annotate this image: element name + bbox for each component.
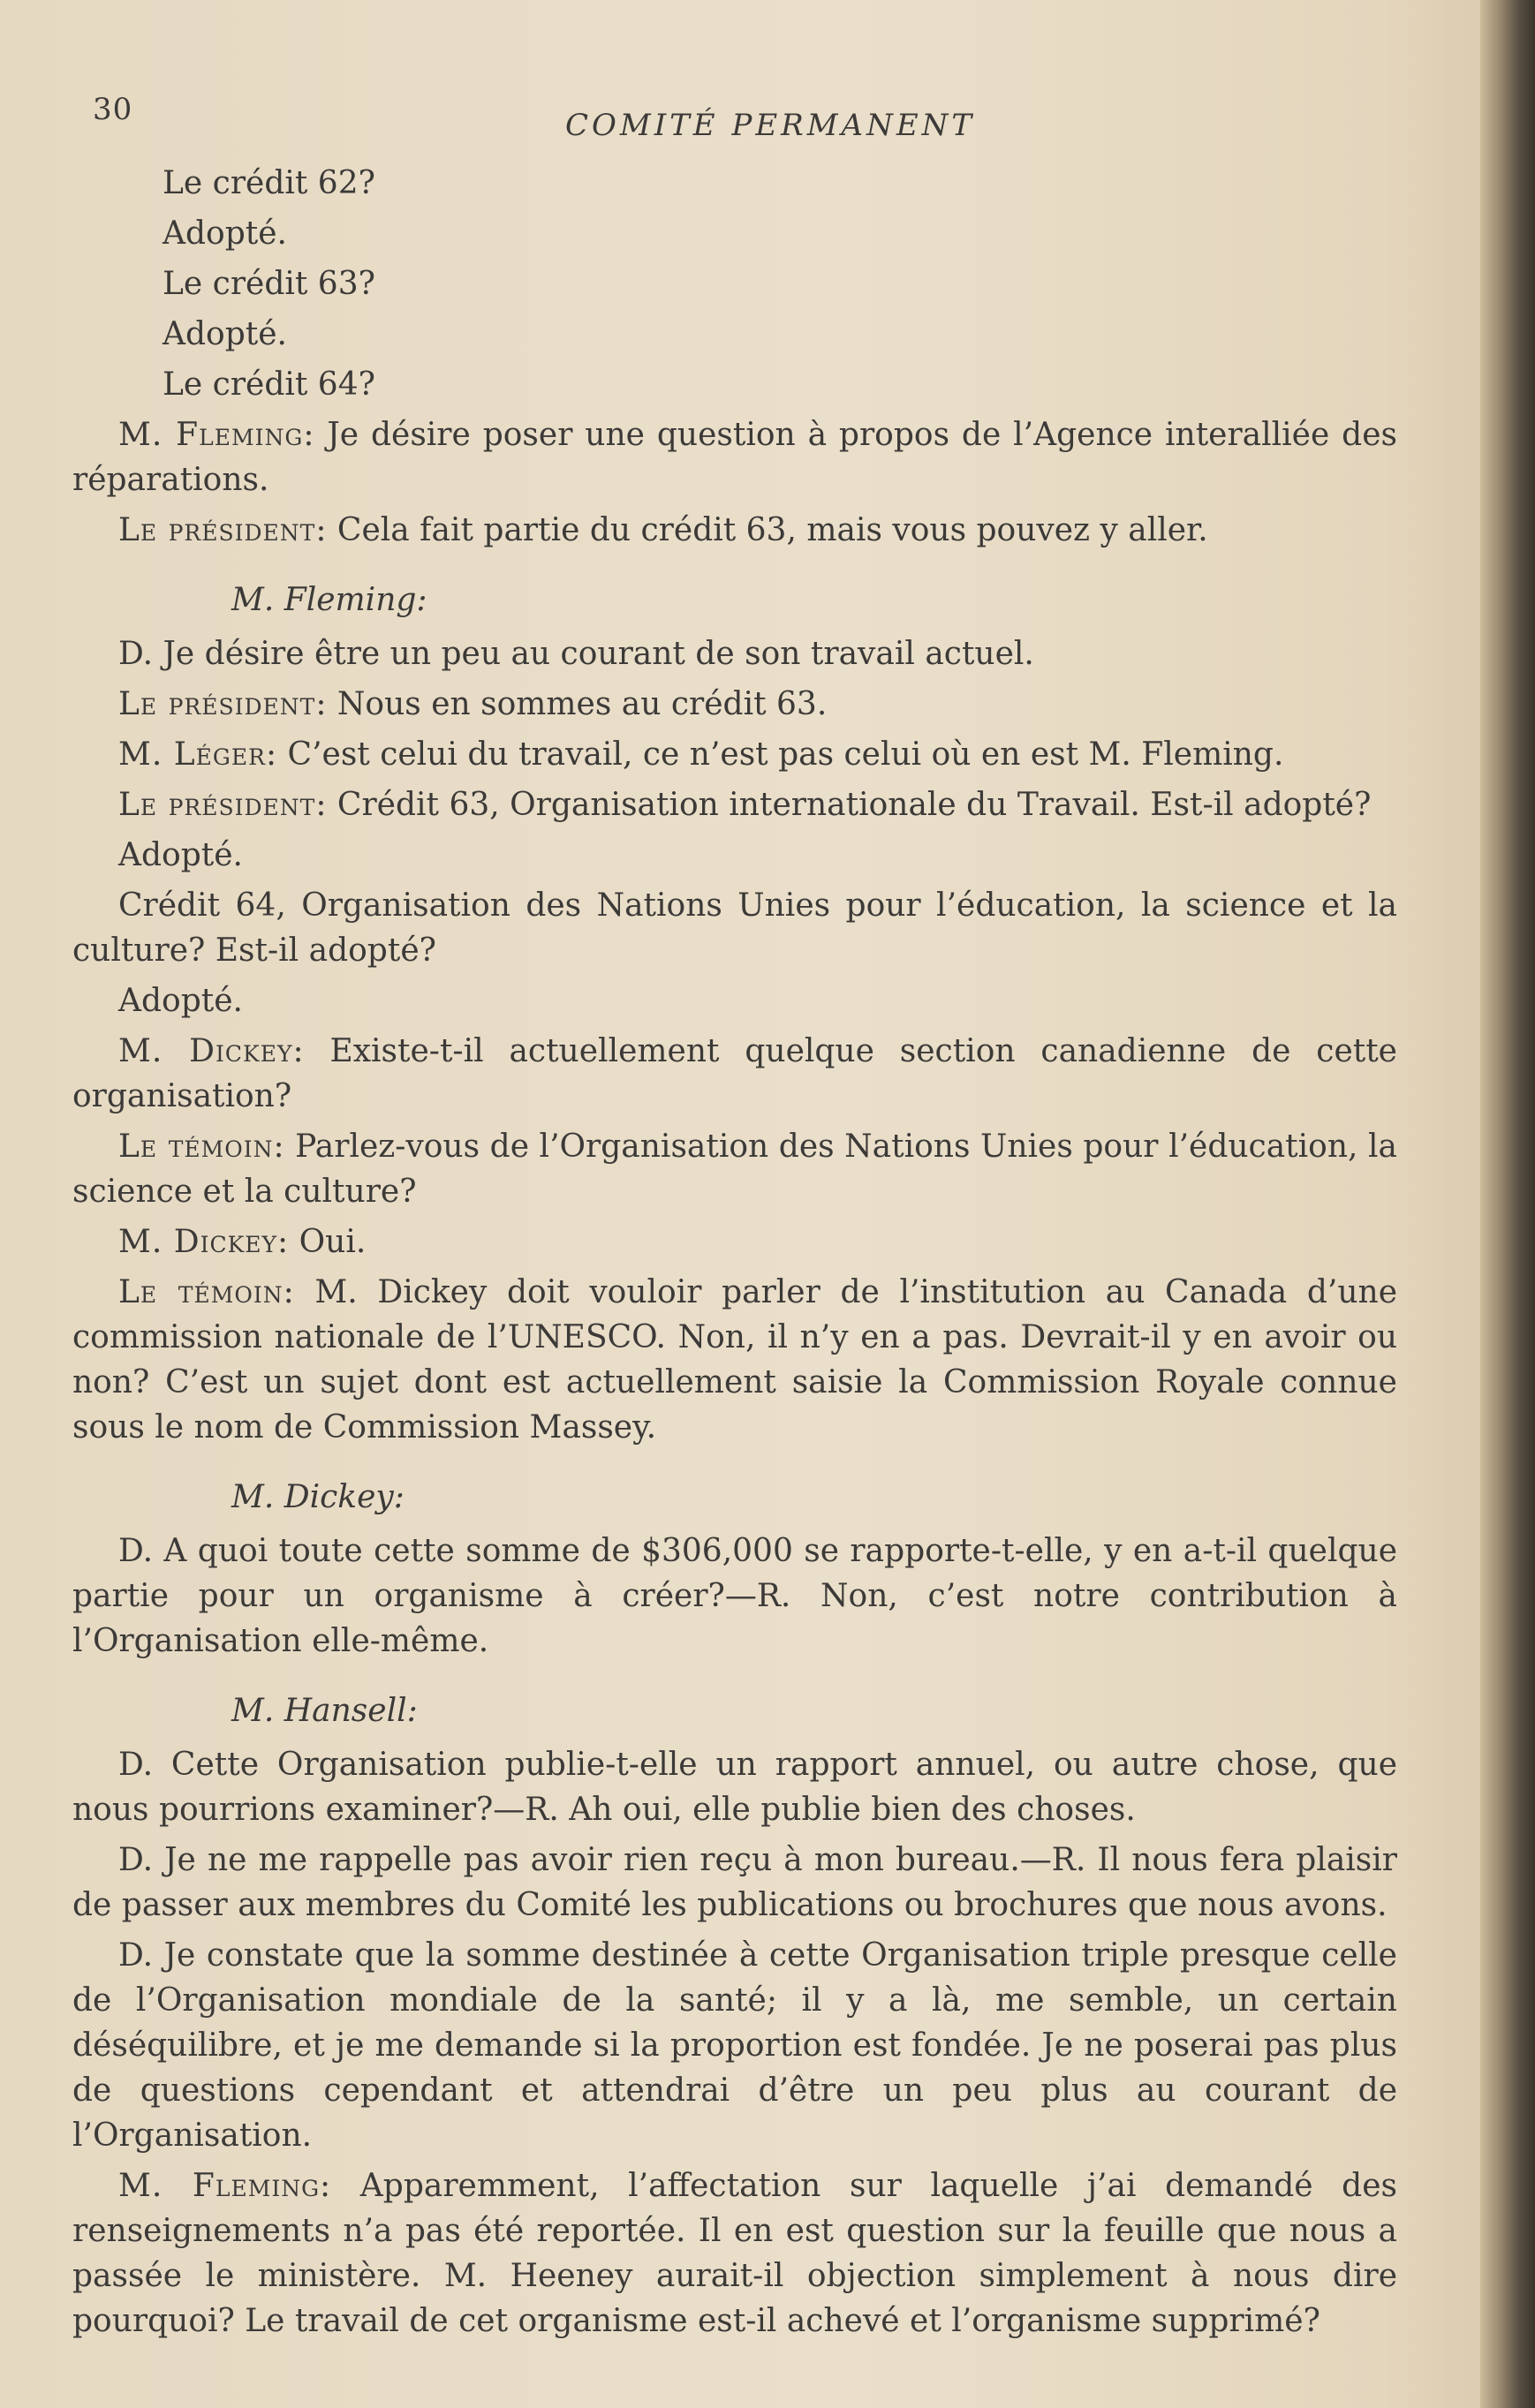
paragraph	[72, 1529, 1397, 1664]
running-title: COMITÉ PERMANENT	[565, 108, 976, 143]
paragraph-text: Adopté.	[163, 316, 287, 352]
paragraph	[72, 732, 1397, 777]
paragraph-text: M. Dickey doit vouloir parler de l’institution au Canada d’une commission nationale de l’UNESCO. Non, il n’y en a pas. Devrait-il y en avoir ou non? C’est un sujet dont est actuellement saisie la Commission Royale connue sous le nom de Commission Massey.	[72, 1274, 1398, 1446]
speaker-name: Le président:	[118, 787, 328, 823]
paragraph	[72, 1838, 1397, 1928]
paragraph-text: C’est celui du travail, ce n’est pas celui où en est M. Fleming.	[277, 736, 1284, 773]
paragraph	[72, 1933, 1397, 2158]
paragraph	[72, 508, 1397, 553]
paragraph	[72, 833, 1397, 878]
paragraph	[72, 1742, 1397, 1832]
speaker-name: Le témoin:	[118, 1129, 285, 1165]
short-line	[72, 312, 1397, 357]
speaker-name: Le témoin:	[118, 1274, 295, 1310]
paragraph-text: Adopté.	[118, 837, 243, 873]
paragraph	[72, 1029, 1397, 1119]
speaker-heading: M. Hansell:	[231, 1693, 418, 1729]
book-spine-shadow	[1480, 0, 1535, 2408]
paragraph-text: Apparemment, l’affectation sur laquelle j’ai demandé des renseignements n’a pas été reportée. Il en est question sur la feuille que nous a passée le ministère. M. Heeney aurait-il objection simplement à nous dire pourquoi? Le travail de cet organisme est-il achevé et l’organisme supprimé?	[72, 2168, 1397, 2339]
paragraph-text: Cela fait partie du crédit 63, mais vous pouvez y aller.	[327, 512, 1208, 548]
paragraph-text: Le crédit 64?	[163, 366, 375, 403]
paragraph-text: Crédit 64, Organisation des Nations Unies pour l’éducation, la science et la culture? Est-il adopté?	[72, 887, 1397, 969]
speaker-name: M. Dickey:	[118, 1224, 290, 1260]
paragraph-text: Adopté.	[118, 983, 243, 1019]
paragraph-text: Le crédit 63?	[163, 266, 375, 302]
page-number: 30	[93, 92, 133, 127]
paragraph-text: Oui.	[289, 1224, 367, 1260]
paragraph-text: D. Cette Organisation publie-t-elle un rapport annuel, ou autre chose, que nous pourrions examiner?—R. Ah oui, elle publie bien des choses.	[72, 1747, 1397, 1828]
paragraph-text: D. Je désire être un peu au courant de son travail actuel.	[118, 636, 1034, 672]
paragraph-text: Nous en sommes au crédit 63.	[327, 686, 828, 722]
speaker-heading: M. Fleming:	[231, 582, 427, 618]
paragraph-text: Parlez-vous de l’Organisation des Nations Unies pour l’éducation, la science et la culture?	[72, 1129, 1398, 1210]
paragraph-text: Existe-t-il actuellement quelque section canadienne de cette organisation?	[72, 1033, 1397, 1114]
short-line	[72, 261, 1397, 306]
paragraph	[72, 1270, 1397, 1450]
speaker-name: Le président:	[118, 686, 328, 722]
paragraph-text: Je désire poser une question à propos de l’Agence interalliée des réparations.	[72, 417, 1397, 498]
paragraph-text: Crédit 63, Organisation internationale du Travail. Est-il adopté?	[327, 787, 1372, 823]
speaker-name: Le président:	[118, 512, 328, 548]
paragraph-text: D. A quoi toute cette somme de $306,000 se rapporte-t-elle, y en a-t-il quelque partie pour un organisme à créer?—R. Non, c’est notre contribution à l’Organisation elle-même.	[72, 1533, 1397, 1659]
short-line	[72, 211, 1397, 256]
paragraph	[72, 2163, 1397, 2344]
paragraph	[72, 978, 1397, 1023]
paragraph	[72, 883, 1397, 973]
paragraph-text: Le crédit 62?	[163, 165, 375, 201]
paragraph-text: D. Je ne me rappelle pas avoir rien reçu à mon bureau.—R. Il nous fera plaisir de passer aux membres du Comité les publications ou brochures que nous avons.	[72, 1842, 1397, 1923]
paragraph-text: D. Je constate que la somme destinée à cette Organisation triple presque celle de l’Organisation mondiale de la santé; il y a là, me semble, un certain déséquilibre, et je me demande si la proportion est fondée. Je ne poserai pas plus de questions cependant et attendrai d’être un peu plus au courant de l’Organisation.	[72, 1937, 1397, 2154]
paragraph	[72, 682, 1397, 727]
speaker-name: M. Dickey:	[118, 1033, 305, 1069]
speaker-name: M. Léger:	[118, 736, 278, 773]
paragraph	[72, 631, 1397, 676]
speaker-name: M. Fleming:	[118, 2168, 332, 2204]
paragraph-text: Adopté.	[163, 215, 287, 252]
speaker-name: M. Fleming:	[118, 417, 315, 453]
short-line	[72, 362, 1397, 407]
paragraph	[72, 412, 1397, 502]
paragraph	[72, 782, 1397, 827]
paragraph	[72, 1124, 1397, 1214]
paragraph	[72, 1219, 1397, 1264]
speaker-heading: M. Dickey:	[231, 1479, 405, 1515]
document-body	[72, 161, 1397, 2349]
short-line	[72, 161, 1397, 206]
